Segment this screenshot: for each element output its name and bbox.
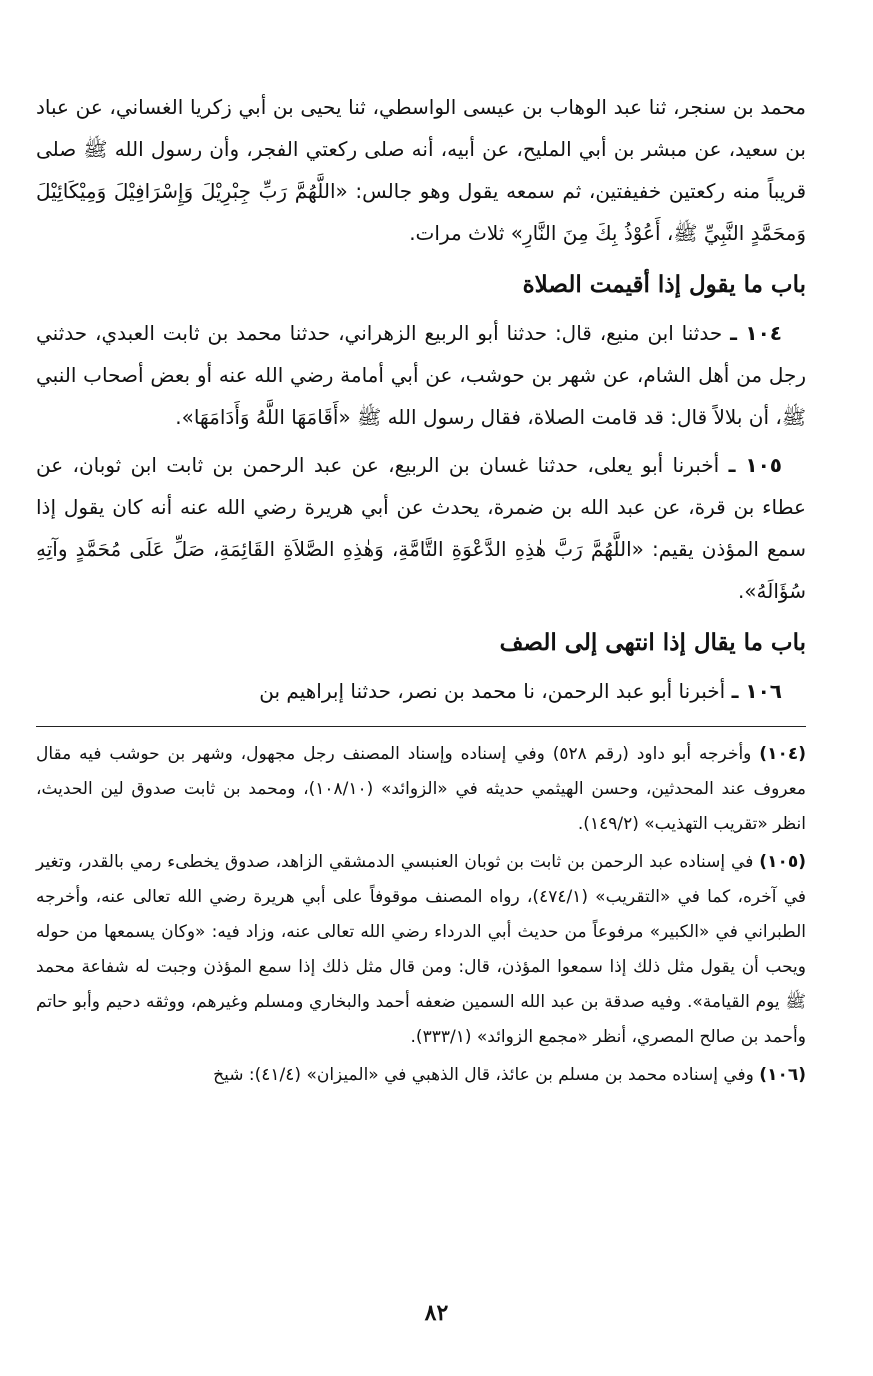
hadith-106 [36, 670, 806, 712]
footnote-104 [36, 737, 806, 842]
hadith-number-105: ١٠٥ ـ [728, 453, 782, 477]
footnotes-section [36, 737, 806, 1093]
hadith-number-106: ١٠٦ ـ [731, 679, 782, 703]
hadith-continuation-paragraph: محمد بن سنجر، ثنا عبد الوهاب بن عيسى الواسطي، ثنا يحيى بن أبي زكريا الغساني، عن عباد بن سعيد، عن مبشر بن أبي المليح، عن أبيه، أنه صلى ركعتي الفجر، وأن رسول الله ﷺ صلى قريباً منه ركعتين خفيفتين، ثم سمعه يقول وهو جالس: «اللَّهُمَّ رَبِّ جِبْرِيْلَ وَإِسْرَافِيْلَ وَمِيْكَائِيْلَ وَمحَمَّدٍ النَّبِيِّ ﷺ، أَعُوْذُ بِكَ مِنَ النَّارِ» ثلاث مرات. [36, 95, 806, 245]
hadith-text-104: حدثنا ابن منيع، قال: حدثنا أبو الربيع الزهراني، حدثنا محمد بن ثابت العبدي، حدثني رجل من أهل الشام، عن شهر بن حوشب، عن أبي أمامة رضي الله عنه أو بعض أصحاب النبي ﷺ، أن بلالاً قال: قد قامت الصلاة، فقال رسول الله ﷺ «أَقَامَهَا اللَّهُ وَأَدَامَهَا». [36, 321, 806, 429]
footnote-text-105: في إسناده عبد الرحمن بن ثابت بن ثوبان العنبسي الدمشقي الزاهد، صدوق يخطىء رمي بالقدر، وتغير في آخره، كما في «التقريب» (٤٧٤/١)، رواه المصنف موقوفاً على أبي هريرة رضي الله تعالى عنه، وأخرجه الطبراني في «الكبير» مرفوعاً من حديث أبي الدرداء رضي الله تعالى عنه، وزاد فيه: «وكان يسمعها من حوله ويحب أن يقول مثل ذلك إذا سمعوا المؤذن، قال: ومن قال مثل ذلك إذا سمع المؤذن وجبت له شفاعة محمد ﷺ يوم القيامة». وفيه صدقة بن عبد الله السمين ضعفه أحمد والبخاري ومسلم وغيرهم، ووثقه دحيم وأبو حاتم وأحمد بن صالح المصري، أنظر «مجمع الزوائد» (٣٣٣/١). [36, 852, 806, 1047]
page-number: ٨٢ [424, 1300, 449, 1326]
footnote-divider [36, 726, 806, 727]
hadith-105 [36, 444, 806, 612]
footnote-number-105: (١٠٥) [759, 852, 806, 872]
hadith-text-105: أخبرنا أبو يعلى، حدثنا غسان بن الربيع، عن عبد الرحمن بن ثابت ابن ثوبان، عن عطاء بن قرة، عن عبد الله بن ضمرة، يحدث عن أبي هريرة رضي الله عنه أنه كان يقول إذا سمع المؤذن يقيم: «اللَّهُمَّ رَبَّ هٰذِهِ الدَّعْوَةِ التَّامَّةِ، وَهٰذِهِ الصَّلاَةِ القَائِمَةِ، صَلِّ عَلَى مُحَمَّدٍ وآتِهِ سُؤَالَهُ». [36, 453, 806, 603]
footnote-text-104: وأخرجه أبو داود (رقم ٥٢٨) وفي إسناده وإسناد المصنف رجل مجهول، وشهر بن حوشب فيه مقال معروف عند المحدثين، وحسن الهيثمي حديثه في «الزوائد» (١٠٨/١٠)، ومحمد بن ثابت صدوق لين الحديث، انظر «تقريب التهذيب» (١٤٩/٢). [36, 744, 806, 834]
footnote-number-104: (١٠٤) [759, 744, 806, 764]
footnote-text-106: وفي إسناده محمد بن مسلم بن عائذ، قال الذهبي في «الميزان» (٤١/٤): شيخ [213, 1065, 754, 1085]
chapter-heading-iqama: باب ما يقول إذا أقيمت الصلاة [522, 271, 806, 298]
chapter-heading-saff: باب ما يقال إذا انتهى إلى الصف [499, 629, 806, 656]
footnote-number-106: (١٠٦) [759, 1065, 806, 1085]
main-text [36, 86, 806, 712]
hadith-104 [36, 312, 806, 438]
footnote-106 [36, 1058, 806, 1093]
hadith-text-106: أخبرنا أبو عبد الرحمن، نا محمد بن نصر، حدثنا إبراهيم بن [259, 679, 726, 703]
footnote-105 [36, 845, 806, 1055]
book-page [36, 86, 806, 1096]
hadith-number-104: ١٠٤ ـ [730, 321, 782, 345]
